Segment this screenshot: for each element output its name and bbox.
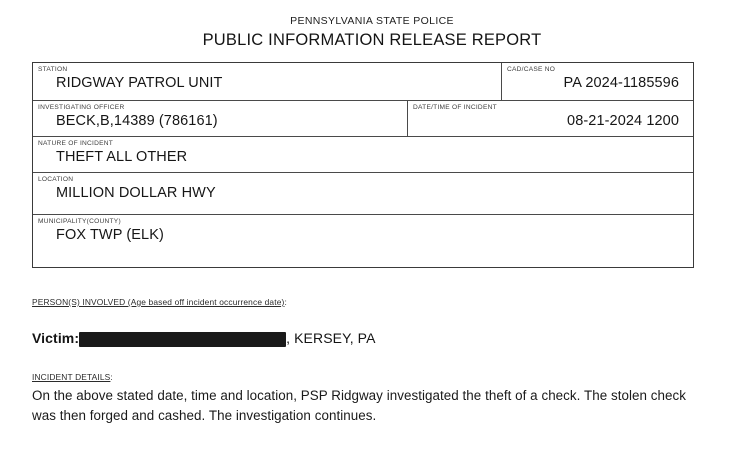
field-investigating-officer-label: INVESTIGATING OFFICER: [38, 104, 125, 111]
agency-name: PENNSYLVANIA STATE POLICE: [290, 15, 454, 27]
field-municipality-county: [33, 215, 693, 267]
incident-details-heading-text: INCIDENT DETAILS: [32, 372, 111, 382]
field-location-label: LOCATION: [38, 176, 74, 183]
field-investigating-officer-value: BECK,B,14389 (786161): [56, 113, 218, 129]
table-row: [33, 63, 693, 101]
field-cad-case-no: [502, 63, 693, 100]
field-station: [33, 63, 502, 100]
persons-involved-section: [32, 297, 694, 308]
field-date-time-of-incident: [408, 101, 693, 136]
field-location-value: MILLION DOLLAR HWY: [56, 185, 216, 201]
table-row: [33, 137, 693, 173]
victim-location: , KERSEY, PA: [286, 330, 376, 346]
field-nature-of-incident-label: NATURE OF INCIDENT: [38, 140, 114, 147]
persons-involved-heading: [32, 297, 694, 308]
field-cad-case-no-label: CAD/CASE NO: [507, 66, 556, 73]
field-nature-of-incident-value: THEFT ALL OTHER: [56, 149, 188, 165]
incident-details-heading-colon: :: [110, 372, 113, 382]
field-station-label: STATION: [38, 66, 68, 73]
field-investigating-officer: [33, 101, 408, 136]
persons-involved-heading-colon: :: [284, 297, 287, 307]
incident-details-section: [32, 372, 694, 383]
field-cad-case-no-value: PA 2024-1185596: [563, 75, 679, 91]
field-location: [33, 173, 693, 214]
victim-entry: [32, 328, 376, 348]
field-date-time-of-incident-label: DATE/TIME OF INCIDENT: [413, 104, 497, 111]
field-municipality-county-label: MUNICIPALITY(COUNTY): [38, 218, 121, 225]
field-station-value: RIDGWAY PATROL UNIT: [56, 75, 223, 91]
incident-details-heading: [32, 372, 694, 383]
field-date-time-of-incident-value: 08-21-2024 1200: [567, 113, 679, 129]
redaction-bar: [79, 332, 286, 347]
table-row: [33, 173, 693, 215]
page-title: PUBLIC INFORMATION RELEASE REPORT: [202, 31, 542, 49]
table-row: [33, 101, 693, 137]
field-nature-of-incident: [33, 137, 693, 172]
victim-label: Victim:: [32, 330, 80, 346]
persons-involved-heading-text: PERSON(S) INVOLVED (Age based off incident occurrence date): [32, 297, 285, 307]
field-municipality-county-value: FOX TWP (ELK): [56, 227, 164, 243]
table-row: [33, 215, 693, 267]
incident-details-body: On the above stated date, time and location, PSP Ridgway investigated the theft of a check. The stolen check was then forged and cashed. The investigation continues.: [32, 388, 687, 423]
incident-field-table: [32, 62, 694, 268]
page-header: [0, 0, 744, 51]
